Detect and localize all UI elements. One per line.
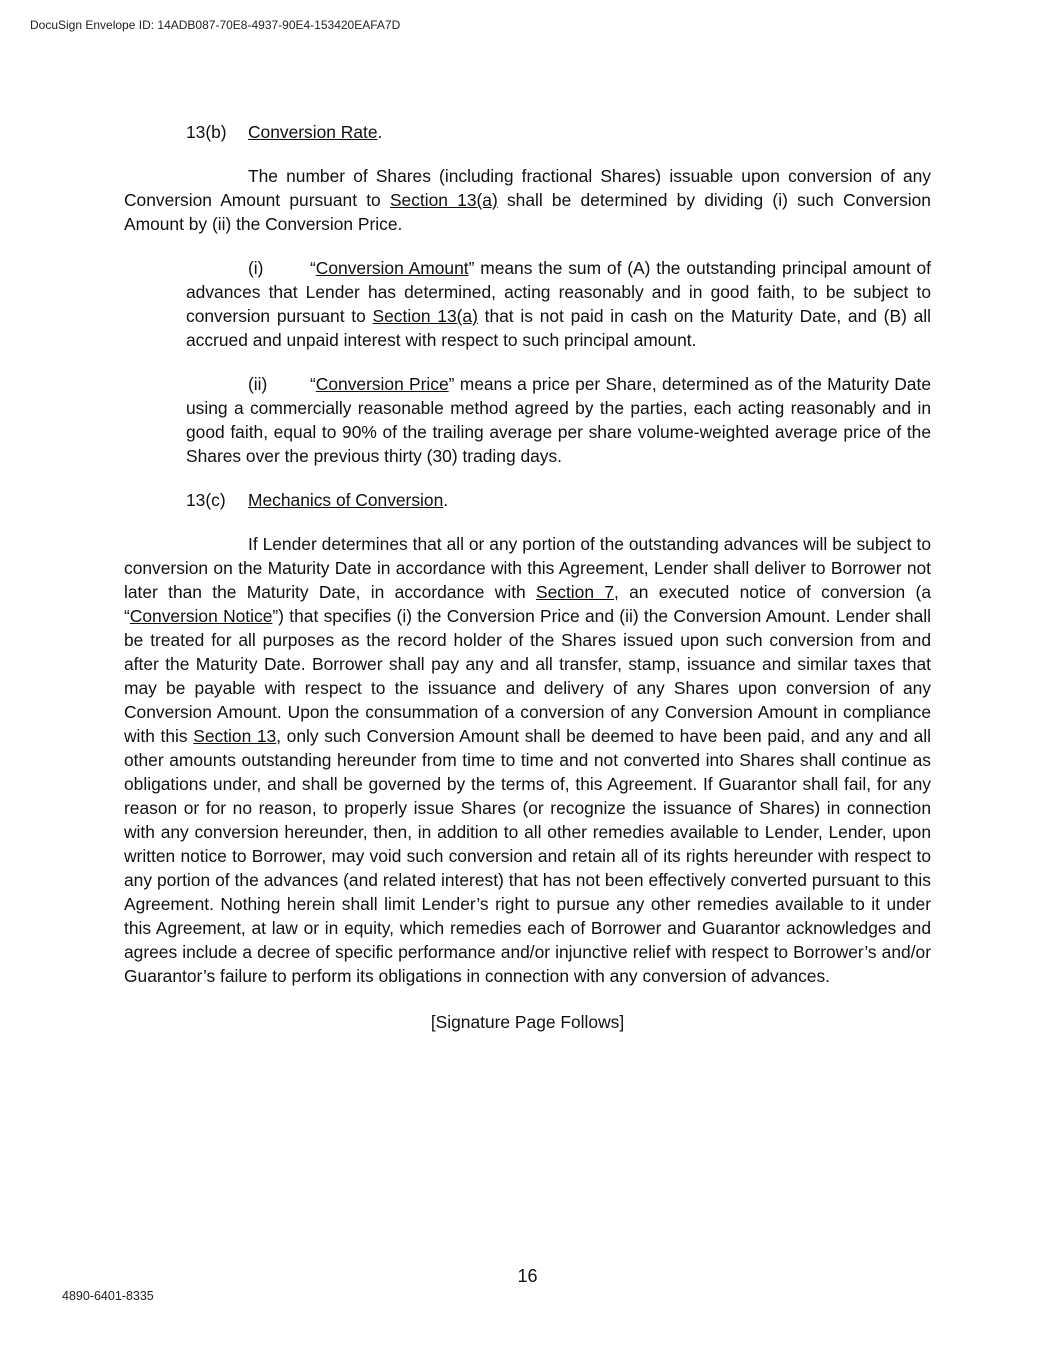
open-quote: “: [310, 258, 316, 278]
document-id: 4890-6401-8335: [62, 1289, 154, 1303]
section-13-reference: Section 13: [193, 726, 277, 746]
section-13b-intro-paragraph: [124, 164, 931, 236]
item-marker-i: (i): [248, 258, 264, 278]
item-marker-ii: (ii): [248, 374, 268, 394]
section-13c-title: Mechanics of Conversion: [248, 490, 444, 510]
section-13b-title-period: .: [377, 122, 383, 142]
section-13b-title: Conversion Rate: [248, 122, 378, 142]
definition-conversion-amount: [186, 256, 931, 352]
text-run: ” means the sum of (A) the outstanding principal amount of advances that Lender has determined, acting reasonably and in good faith, to be subject to conversion pursuant to: [186, 258, 931, 326]
docusign-envelope-id: DocuSign Envelope ID: 14ADB087-70E8-4937-90E4-153420EAFA7D: [30, 18, 401, 32]
text-run: that is not paid in cash on the Maturity Date, and (B) all accrued and unpaid interest with respect to such principal amount.: [186, 306, 932, 350]
section-13c-body-paragraph: [124, 532, 931, 988]
section-13a-reference: Section 13(a): [372, 306, 478, 326]
text-run: ” means a price per Share, determined as of the Maturity Date using a commercially reasonable method agreed by the parties, each acting reasonably and in good faith, equal to 90% of the trailing average per share volume-weighted average price of the Shares over the previous thirty (30) trading days.: [186, 374, 931, 466]
section-13a-reference: Section 13(a): [389, 190, 498, 210]
page-body: [124, 120, 931, 1034]
section-13b-number: 13(b): [186, 122, 227, 142]
page-number: 16: [517, 1266, 538, 1286]
section-13c-heading: [124, 488, 931, 512]
definition-conversion-price: [186, 372, 931, 468]
text-run: The number of Shares (including fractional Shares) issuable upon conversion of any Conversion Amount pursuant to: [124, 166, 931, 210]
text-run: If Lender determines that all or any portion of the outstanding advances will be subject to conversion on the Maturity Date in accordance with this Agreement, Lender shall deliver to Borrower not later than the Maturity Date, in accordance with: [124, 534, 931, 602]
section-13c-title-period: .: [443, 490, 449, 510]
text-run: , an executed notice of conversion (a “: [124, 582, 931, 626]
section-7-reference: Section 7: [536, 582, 614, 602]
text-run: , only such Conversion Amount shall be deemed to have been paid, and any and all other amounts outstanding hereunder from time to time and not converted into Shares shall continue as obligations under, and shall be governed by the terms of, this Agreement. If Guarantor shall fail, for any reason or for no reason, to properly issue Shares (or recognize the issuance of Shares) in connection with any conversion hereunder, then, in addition to all other remedies available to Lender, Lender, upon written notice to Borrower, may void such conversion and retain all of its rights hereunder with respect to any portion of the advances (and related interest) that has not been effectively converted pursuant to this Agreement. Nothing herein shall limit Lender’s right to pursue any other remedies available to it under this Agreement, at law or in equity, which remedies each of Borrower and Guarantor acknowledges and agrees include a decree of specific performance and/or injunctive relief with respect to Borrower’s and/or Guarantor’s failure to perform its obligations in connection with any conversion of advances.: [124, 726, 931, 986]
term-conversion-amount: Conversion Amount: [315, 258, 469, 278]
term-conversion-notice: Conversion Notice: [129, 606, 273, 626]
open-quote: “: [310, 374, 316, 394]
section-13b-heading: [124, 120, 931, 144]
signature-page-note: [Signature Page Follows]: [430, 1012, 625, 1032]
text-run: ”) that specifies (i) the Conversion Price and (ii) the Conversion Amount. Lender shall be treated for all purposes as the record holder of the Shares issued upon such conversion from and after the Maturity Date. Borrower shall pay any and all transfer, stamp, issuance and similar taxes that may be payable with respect to the issuance and delivery of any Shares upon conversion of any Conversion Amount. Upon the consummation of a conversion of any Conversion Amount in compliance with this: [124, 606, 931, 746]
term-conversion-price: Conversion Price: [315, 374, 449, 394]
text-run: shall be determined by dividing (i) such Conversion Amount by (ii) the Conversion Price.: [124, 190, 931, 234]
section-13c-number: 13(c): [186, 490, 226, 510]
